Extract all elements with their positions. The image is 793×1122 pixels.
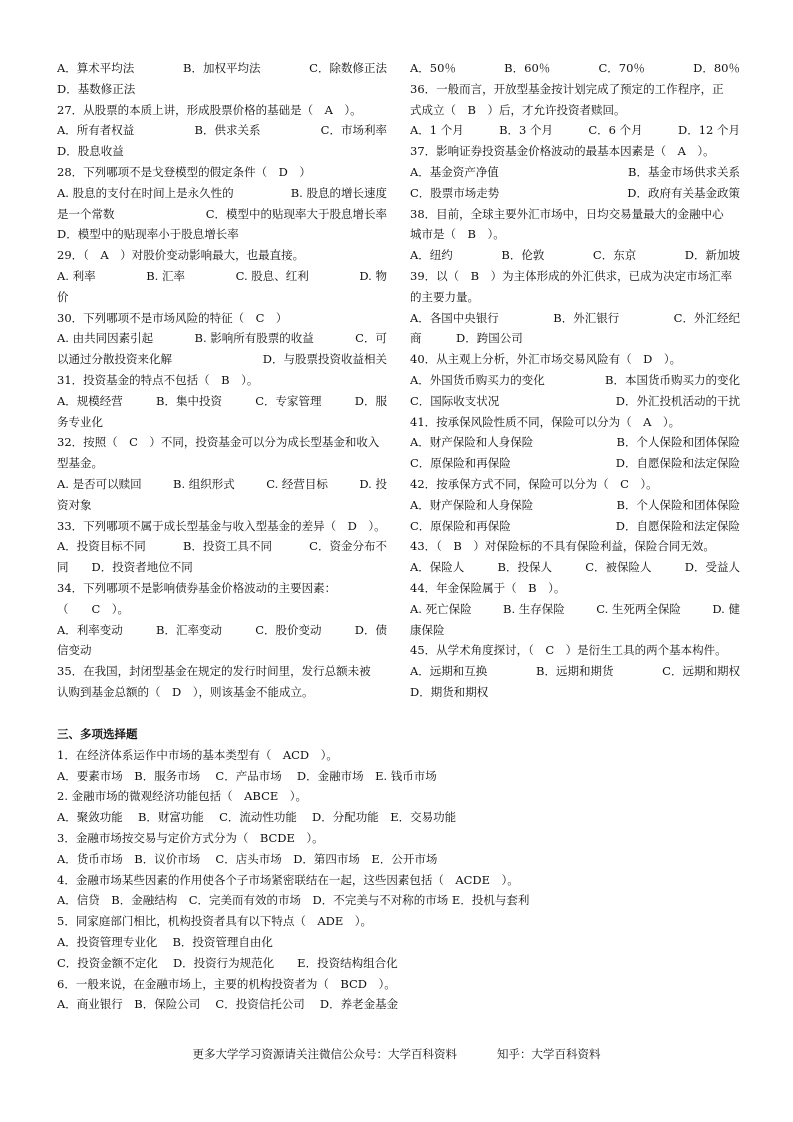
text-line (57, 536, 387, 557)
text-segment: B. 影响所有股票的收益 (194, 331, 314, 346)
text-segment: A．投资目标不同 (57, 539, 146, 554)
text-line: 式成立（ B ）后，才允许投资者赎回。 (410, 102, 626, 117)
text-segment: B．加权平均法 (183, 61, 261, 75)
text-line: 36．一般而言，开放型基金按计划完成了预定的工作程序，正 (410, 81, 724, 96)
text-line (57, 391, 387, 412)
text-segment: B. 生存保险 (503, 601, 565, 616)
text-segment: D．自愿保险和法定保险 (615, 518, 740, 533)
text-segment: B. 股息的增长速度 (290, 185, 387, 200)
text-segment: A．算术平均法 (57, 61, 135, 75)
text-segment: B．集中投资 (156, 393, 222, 408)
text-line: A．货币市场 B．议价市场 C．店头市场 D．第四市场 E．公开市场 (57, 851, 438, 866)
text-line: 型基金。 (57, 456, 103, 471)
text-line: 康保险 (410, 622, 445, 637)
text-line: 37．影响证券投资基金价格波动的最基本因素是（ A ）。 (410, 144, 715, 159)
text-segment: D．80％ (693, 61, 740, 75)
text-line: 城市是（ B ）。 (410, 227, 505, 242)
text-line (410, 495, 740, 516)
text-line: D．模型中的贴现率小于股息增长率 (57, 227, 239, 242)
text-line (410, 391, 740, 412)
text-segment: C．股票市场走势 (410, 185, 500, 200)
text-segment: A．财产保险和人身保险 (410, 497, 534, 512)
text-line: A．商业银行 B．保险公司 C．投资信托公司 D．养老金基金 (57, 997, 399, 1012)
multiple-choice-section (57, 724, 747, 1015)
text-line: 2. 金融市场的微观经济功能包括（ ABCE ）。 (57, 789, 308, 804)
text-segment: B．汇率变动 (156, 622, 222, 637)
text-line: 38．目前，全球主要外汇市场中，日均交易量最大的金融中心 (410, 206, 724, 221)
text-line: 32．按照（ C ）不同，投资基金可以分为成长型基金和收入 (57, 435, 380, 450)
text-line (57, 349, 387, 370)
text-segment: B．基金市场供求关系 (628, 164, 740, 179)
text-line: 3．金融市场按交易与定价方式分为（ BCDE ）。 (57, 830, 324, 845)
text-line: 45．从学术角度探讨，（ C ）是衍生工具的两个基本构件。 (410, 643, 727, 658)
text-line (57, 474, 387, 495)
text-segment: A．财产保险和人身保险 (410, 435, 534, 450)
text-line: A．聚敛功能 B．财富功能 C．流动性功能 D．分配功能 E．交易功能 (57, 810, 457, 825)
text-line: 商 D．跨国公司 (410, 331, 523, 346)
text-line: 同 D．投资者地位不同 (57, 560, 193, 575)
text-line: C．投资金额不定化 D．投资行为规范化 E．投资结构组合化 (57, 955, 398, 970)
text-line (410, 370, 740, 391)
text-segment: A. 死亡保险 (410, 601, 472, 616)
text-line (410, 516, 740, 537)
text-line: 35．在我国，封闭型基金在规定的发行时间里，发行总额未被 (57, 664, 371, 679)
text-segment: B．外汇银行 (553, 310, 620, 325)
text-segment: D. 健 (712, 601, 740, 616)
text-segment: D．新加坡 (684, 248, 740, 263)
text-line (57, 266, 387, 287)
text-line (57, 183, 387, 204)
text-line: 资对象 (57, 497, 92, 512)
text-segment: A．所有者权益 (57, 123, 135, 138)
text-line: D．股息收益 (57, 144, 124, 159)
text-line: 39．以（ B ）为主体形成的外汇供求，已成为决定市场汇率 (410, 268, 733, 283)
text-line (410, 557, 740, 578)
text-line: 的主要力量。 (410, 289, 479, 304)
text-line (57, 204, 387, 225)
text-line: 信变动 (57, 643, 92, 658)
text-line (410, 245, 740, 266)
text-segment: A．1 个月 (410, 123, 464, 138)
text-segment: C. 股息、红利 (235, 268, 309, 283)
text-segment: A. 利率 (57, 268, 96, 283)
text-line (57, 620, 387, 641)
text-line: 33．下列哪项不属于成长型基金与收入型基金的差异（ D ）。 (57, 518, 386, 533)
text-segment: B. 组织形式 (173, 476, 235, 491)
text-line: 4．金融市场某些因素的作用使各个子市场紧密联结在一起，这些因素包括（ ACDE ）。 (57, 872, 519, 887)
text-segment: C．专家管理 (255, 393, 322, 408)
text-line (410, 58, 740, 79)
text-segment: A．纽约 (410, 248, 453, 263)
text-segment: D．服 (354, 393, 387, 408)
text-segment: A. 由共同因素引起 (57, 331, 154, 346)
text-segment: D．12 个月 (677, 123, 740, 138)
text-line: 28．下列哪项不是戈登模型的假定条件（ D ） (57, 164, 311, 179)
text-line: 31．投资基金的特点不包括（ B ）。 (57, 372, 259, 387)
text-segment: B．个人保险和团体保险 (616, 435, 740, 450)
text-segment: A．基金资产净值 (410, 164, 499, 179)
text-segment: D．政府有关基金政策 (627, 185, 740, 200)
text-segment: B．个人保险和团体保险 (616, 497, 740, 512)
text-segment: B．供求关系 (194, 123, 261, 138)
text-line: 29．（ A ）对股价变动影响最大，也最直接。 (57, 248, 305, 263)
text-segment: B. 汇率 (146, 268, 185, 283)
text-segment: C．远期和期权 (662, 664, 740, 679)
text-segment: D．受益人 (684, 560, 740, 575)
text-line (410, 308, 740, 329)
text-segment: C．市场利率 (320, 123, 387, 138)
text-line: 44．年金保险属于（ B ）。 (410, 580, 566, 595)
text-segment: B．远期和期货 (536, 664, 614, 679)
text-line: A．信贷 B．金融结构 C．完美而有效的市场 D．不完美与不对称的市场 E．投机与套利 (57, 893, 530, 908)
text-segment: D．自愿保险和法定保险 (615, 456, 740, 471)
text-segment: A．利率变动 (57, 622, 123, 637)
text-segment: C．除数修正法 (309, 61, 387, 75)
text-line: A．要素市场 B．服务市场 C．产品市场 D．金融市场 E. 钱币市场 (57, 768, 437, 783)
text-segment: D. 物 (359, 268, 387, 283)
text-segment: C．模型中的贴现率大于股息增长率 (205, 206, 387, 221)
text-segment: D. 投 (359, 476, 387, 491)
text-segment: C．股价变动 (255, 622, 322, 637)
text-segment: C．资金分布不 (309, 539, 387, 554)
text-line: D．基数修正法 (57, 81, 136, 96)
text-segment: A．保险人 (410, 560, 465, 575)
text-segment: B．60％ (504, 61, 551, 75)
text-segment: A．外国货币购买力的变化 (410, 372, 545, 387)
text-line: 5．同家庭部门相比，机构投资者具有以下特点（ ADE ）。 (57, 914, 372, 929)
section-title: 三、多项选择题 (57, 727, 138, 741)
footer-zhihu-note: 知乎：大学百科资料 (497, 1047, 601, 1061)
text-segment: A．规模经营 (57, 393, 123, 408)
text-segment: C．东京 (592, 248, 637, 263)
text-line (57, 120, 387, 141)
text-segment: C．被保险人 (585, 560, 652, 575)
text-line (410, 162, 740, 183)
text-line: 价 (57, 289, 69, 304)
text-line: 27．从股票的本质上讲，形成股票价格的基础是（ A ）。 (57, 102, 362, 117)
text-segment: 以通过分散投资来化解 (57, 352, 172, 367)
text-segment: C．国际收支状况 (410, 393, 500, 408)
text-segment: C. 生死两全保险 (596, 601, 681, 616)
text-segment: C．6 个月 (588, 123, 643, 138)
text-segment: B．3 个月 (499, 123, 554, 138)
text-segment: C．外汇经纪 (673, 310, 740, 325)
text-segment: D．外汇投机活动的干扰 (615, 393, 740, 408)
text-line (410, 661, 740, 682)
text-segment: D．与股票投资收益相关 (262, 352, 387, 367)
text-line (410, 453, 740, 474)
text-line: 6．一般来说，在金融市场上，主要的机构投资者为（ BCD ）。 (57, 976, 396, 991)
text-segment: C．70％ (598, 61, 645, 75)
text-segment: B．投资工具不同 (183, 539, 272, 554)
text-segment: A．50％ (410, 61, 456, 75)
text-segment: A. 股息的支付在时间上是永久性的 (57, 185, 234, 200)
text-segment: A．远期和互换 (410, 664, 488, 679)
text-line (410, 120, 740, 141)
text-line: A．投资管理专业化 B．投资管理自由化 (57, 934, 273, 949)
text-segment: B．本国货币购买力的变化 (605, 372, 740, 387)
text-segment: C．可 (355, 331, 387, 346)
text-line (410, 599, 740, 620)
text-line: 42．按承保方式不同，保险可以分为（ C ）。 (410, 476, 658, 491)
text-line (57, 58, 387, 79)
text-segment: 是一个常数 (57, 206, 115, 221)
left-column (57, 58, 387, 703)
text-line: 认购到基金总额的（ D ），则该基金不能成立。 (57, 684, 314, 699)
text-segment: C. 经营目标 (266, 476, 328, 491)
text-line: 40．从主观上分析，外汇市场交易风险有（ D ）。 (410, 352, 682, 367)
footer-wechat-note: 更多大学学习资源请关注微信公众号：大学百科资料 (192, 1047, 457, 1061)
text-line (57, 328, 387, 349)
text-line (410, 183, 740, 204)
text-line: 34．下列哪项不是影响债券基金价格波动的主要因素： (57, 580, 337, 595)
text-line: 41．按承保风险性质不同，保险可以分为（ A ）。 (410, 414, 681, 429)
text-segment: B．投保人 (497, 560, 552, 575)
text-line: 务专业化 (57, 414, 103, 429)
text-segment: D．债 (354, 622, 387, 637)
text-line: 43．（ B ）对保险标的不具有保险利益，保险合同无效。 (410, 539, 715, 554)
text-segment: C．原保险和再保险 (410, 518, 511, 533)
right-column (410, 58, 740, 703)
text-segment: A. 是否可以赎回 (57, 476, 142, 491)
footer (0, 1044, 793, 1064)
text-line: 30．下列哪项不是市场风险的特征（ C ） (57, 310, 288, 325)
text-segment: C．原保险和再保险 (410, 456, 511, 471)
text-line (410, 432, 740, 453)
text-segment: B．伦敦 (501, 248, 545, 263)
text-segment: A．各国中央银行 (410, 310, 499, 325)
text-line: 1．在经济体系运作中市场的基本类型有（ ACD ）。 (57, 747, 338, 762)
text-line: （ C ）。 (57, 601, 130, 616)
text-line: D．期货和期权 (410, 684, 489, 699)
multiple-choice-questions (57, 745, 747, 1015)
